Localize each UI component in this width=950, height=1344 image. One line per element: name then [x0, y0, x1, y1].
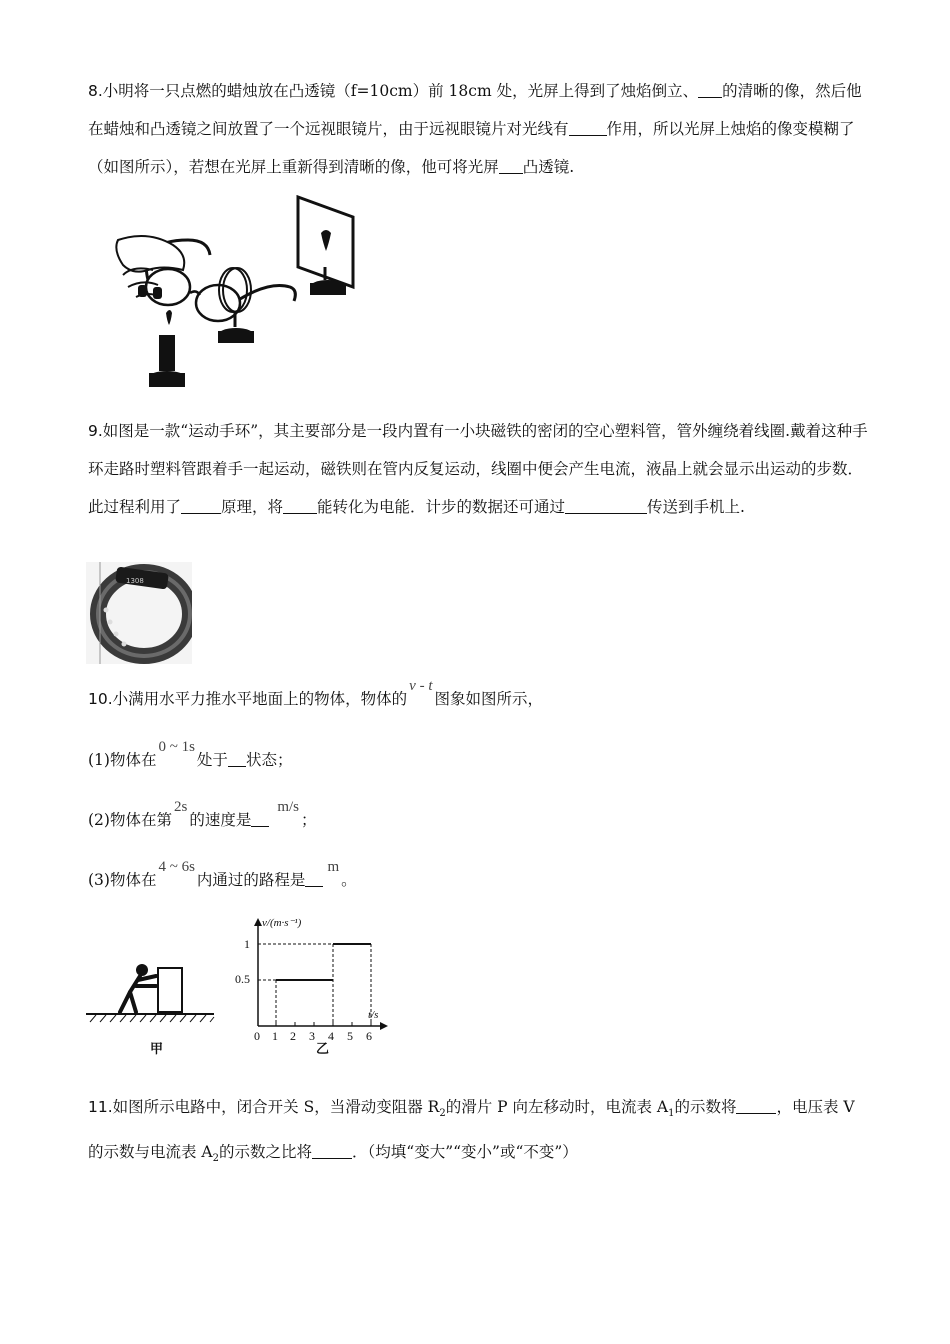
x-axis-label: t/s: [368, 1009, 379, 1021]
question-8: [88, 72, 868, 186]
subscript: 2: [212, 1153, 219, 1165]
time-range: 4 ~ 6s: [158, 859, 195, 875]
subscript: 1: [668, 1108, 675, 1120]
y-tick: 1: [244, 937, 250, 951]
part-text: ；: [301, 811, 317, 829]
question-number: 10.: [88, 690, 113, 708]
vt-symbol: v - t: [409, 678, 433, 694]
answer-blank[interactable]: [698, 82, 722, 99]
fitness-band-figure: [86, 562, 192, 664]
question-10-part-3: [88, 859, 357, 890]
answer-blank[interactable]: [251, 811, 269, 828]
q10-text-1: 小满用水平力推水平地面上的物体，物体的: [112, 690, 408, 708]
lens-experiment-figure: [108, 195, 358, 395]
q8-text-2: 的清晰的像，然后他在蜡烛和凸透镜之间放置了一个远视眼镜片，由于远视眼镜片对光线有: [88, 82, 862, 138]
answer-blank[interactable]: [565, 498, 647, 515]
caption-right: 乙: [316, 1042, 330, 1057]
answer-blank[interactable]: [228, 751, 246, 768]
answer-blank[interactable]: [283, 498, 317, 515]
q11-text-3: 的示数将: [674, 1098, 737, 1116]
x-tick: 0: [254, 1029, 260, 1043]
y-axis-label: v/(m·s⁻¹): [262, 917, 302, 929]
q8-text-3: 作用，所以光屏上烛焰的像变模糊了（如图所示），若想在光屏上重新得到清晰的像，他可将光屏: [88, 120, 855, 176]
part-text: 内通过的路程是: [196, 871, 306, 889]
answer-blank[interactable]: [181, 498, 221, 515]
q11-text-5: 的示数之比将: [219, 1143, 313, 1162]
part-label: (2)物体在第: [88, 811, 172, 829]
answer-blank[interactable]: [569, 120, 607, 137]
part-text: 处于: [196, 751, 228, 769]
question-10-part-2: [88, 799, 317, 830]
q9-text-1: 如图是一款“运动手环”，其主要部分是一段内置有一小块磁铁的密闭的空心塑料管，管外缠绕着线圈.戴着这种手环走路时塑料管跟着手一起运动，磁铁则在管内反复运动，线圈中便会产生电流，液晶上就会显示出运动的步数．此过程利用了: [88, 422, 868, 516]
question-number: 11.: [88, 1098, 113, 1116]
answer-blank[interactable]: [305, 871, 323, 888]
answer-blank[interactable]: [312, 1143, 352, 1160]
unit: m/s: [277, 799, 300, 815]
q11-text-1: 如图所示电路中，闭合开关 S，当滑动变阻器 R: [112, 1098, 440, 1116]
y-tick: 0.5: [235, 972, 250, 986]
q9-text-4: 传送到手机上.: [647, 498, 745, 516]
time-value: 2s: [173, 799, 188, 815]
x-tick: 3: [309, 1029, 315, 1043]
x-tick: 6: [366, 1029, 372, 1043]
subscript: 2: [439, 1108, 446, 1120]
q11-text-4: ，电压表 V 的示数与电流表 A: [88, 1098, 855, 1162]
part-text: 。: [341, 871, 357, 889]
unit: m: [327, 859, 340, 875]
answer-blank[interactable]: [499, 158, 523, 175]
answer-blank[interactable]: [736, 1098, 776, 1115]
vt-graph: [228, 910, 388, 1056]
q9-text-2: 原理，将: [221, 498, 284, 516]
part-text: 状态；: [245, 751, 293, 769]
caption-left: 甲: [150, 1042, 164, 1057]
part-text: 的速度是: [189, 811, 252, 829]
question-11: [88, 1088, 868, 1178]
x-tick: 2: [290, 1029, 296, 1043]
q9-text-3: 能转化为电能．计步的数据还可通过: [317, 498, 566, 516]
q11-text-6: ．（均填“变大”“变小”或“不变”）: [352, 1143, 578, 1162]
x-tick: 1: [272, 1029, 278, 1043]
time-range: 0 ~ 1s: [158, 739, 195, 755]
q10-text-2: 图象如图所示，: [434, 690, 544, 708]
question-10-part-1: [88, 739, 293, 770]
x-tick: 4: [328, 1029, 334, 1043]
question-9: [88, 412, 868, 526]
question-number: 8.: [88, 82, 103, 100]
part-label: (1)物体在: [88, 751, 157, 769]
band-display-icon: 1308: [126, 577, 144, 585]
q11-text-2: 的滑片 P 向左移动时，电流表 A: [445, 1098, 669, 1116]
part-label: (3)物体在: [88, 871, 157, 889]
x-tick: 5: [347, 1029, 353, 1043]
q8-text-4: 凸透镜.: [522, 158, 575, 176]
question-10: [88, 680, 868, 719]
pushing-figure: [86, 958, 216, 1024]
question-number: 9.: [88, 422, 103, 440]
q8-text-1: 小明将一只点燃的蜡烛放在凸透镜（f=10cm）前 18cm 处，光屏上得到了烛焰倒立、: [102, 82, 699, 100]
